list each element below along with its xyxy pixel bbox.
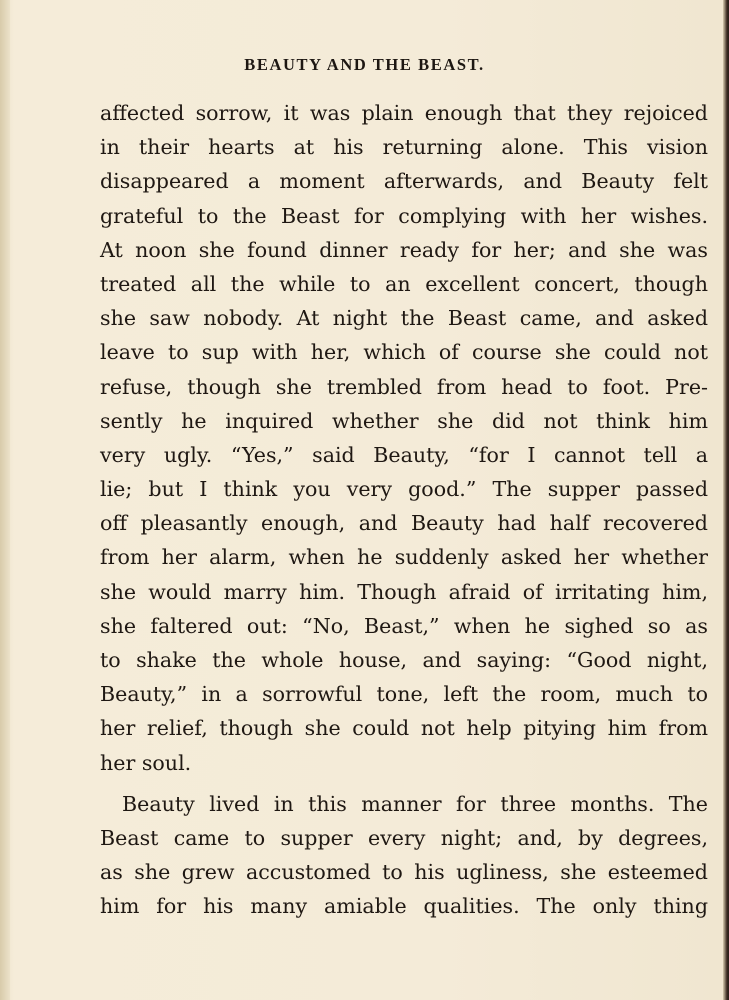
text-line: At noon she found dinner ready for her; and she was — [100, 237, 708, 262]
text-line: leave to sup with her, which of course she could not — [100, 340, 708, 365]
text-line: affected sorrow, it was plain enough that they rejoiced — [100, 101, 708, 125]
text-line: her soul. — [100, 750, 192, 775]
paragraph-break — [100, 780, 708, 787]
text-line: to shake the whole house, and saying: “Good night, — [100, 648, 708, 672]
text-line: from her alarm, when he suddenly asked her whether — [100, 545, 708, 570]
paragraph-2 — [100, 787, 708, 924]
paragraph-1 — [100, 96, 708, 780]
text-line: very ugly. “Yes,” said Beauty, “for I cannot tell a — [100, 442, 708, 467]
body-text — [100, 96, 708, 924]
text-line: as she grew accustomed to his ugliness, she esteemed — [100, 860, 708, 885]
page-gutter — [0, 0, 10, 1000]
text-line: Beauty lived in this manner for three months. The — [122, 791, 708, 816]
text-line: in their hearts at his returning alone. This vision — [100, 135, 708, 160]
page-edge — [723, 0, 729, 1000]
text-line: she would marry him. Though afraid of irritating him, — [100, 579, 708, 604]
text-line: disappeared a moment afterwards, and Beauty felt — [100, 169, 708, 194]
text-line: refuse, though she trembled from head to foot. Pre- — [100, 374, 708, 399]
text-line: Beast came to supper every night; and, by degrees, — [100, 825, 708, 850]
text-line: off pleasantly enough, and Beauty had half recovered — [100, 511, 708, 536]
text-line: she saw nobody. At night the Beast came, and asked — [100, 306, 708, 331]
text-line: sently he inquired whether she did not think him — [100, 408, 708, 433]
text-line: him for his many amiable qualities. The only thing — [100, 894, 708, 919]
text-line: grateful to the Beast for complying with her wishes. — [100, 203, 708, 228]
text-line: treated all the while to an excellent concert, though — [100, 271, 708, 296]
text-line: her relief, though she could not help pitying him from — [100, 716, 708, 741]
running-head: BEAUTY AND THE BEAST. — [244, 55, 485, 74]
text-line: lie; but I think you very good.” The supper passed — [100, 477, 708, 502]
text-line: Beauty,” in a sorrowful tone, left the room, much to — [100, 682, 708, 707]
text-line: she faltered out: “No, Beast,” when he sighed so as — [100, 613, 708, 638]
